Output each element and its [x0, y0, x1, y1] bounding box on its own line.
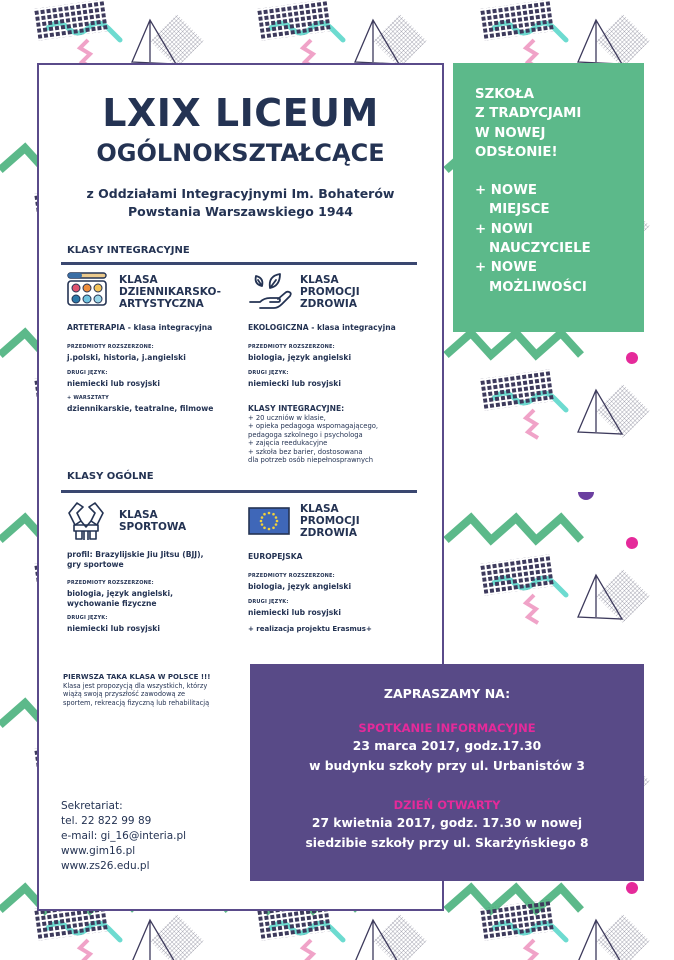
class-name-line: KLASA — [300, 274, 339, 286]
contact-email[interactable]: e-mail: gi_16@interia.pl — [61, 830, 187, 842]
extended-subjects-label: PRZEDMIOTY ROZSZERZONE: — [67, 344, 154, 350]
school-title: LXIX LICEUM — [102, 91, 379, 135]
new-point-line: + NOWE — [475, 260, 537, 276]
new-point-line: MIEJSCE — [489, 202, 550, 218]
class-details-dziennikarsko — [67, 323, 247, 414]
extended-subjects-label: PRZEDMIOTY ROZSZERZONE: — [248, 573, 335, 579]
workshops-value: dziennikarskie, teatralne, filmowe — [67, 404, 214, 413]
class-name — [119, 509, 186, 533]
class-name — [119, 274, 221, 310]
extended-subjects-label: PRZEDMIOTY ROZSZERZONE: — [248, 344, 335, 350]
section-label-ogolne: KLASY OGÓLNE — [67, 471, 154, 482]
first-class-note-header: PIERWSZA TAKA KLASA W POLSCE !!! — [63, 673, 211, 681]
class-details-sportowa — [67, 550, 247, 634]
event-title: SPOTKANIE INFORMACYJNE — [358, 721, 536, 735]
extended-subjects-label: PRZEDMIOTY ROZSZERZONE: — [67, 580, 154, 586]
new-point-line: + NOWE — [475, 183, 537, 199]
class-name-line: PROMOCJI — [300, 286, 360, 298]
tagline-line: Z TRADYCJAMI — [475, 106, 582, 122]
class-profile: ARTETERAPIA - klasa integracyjna — [67, 323, 213, 332]
class-card-dziennikarsko — [67, 272, 242, 312]
extended-subjects-value: j.polski, historia, j.angielski — [67, 353, 186, 362]
class-name-line: PROMOCJI — [300, 515, 360, 527]
class-card-sportowa — [67, 501, 242, 541]
second-language-label: DRUGI JĘZYK: — [248, 598, 289, 605]
second-language-value: niemiecki lub rosyjski — [248, 607, 341, 617]
school-subtitle-type: OGÓLNOKSZTAŁCĄCE — [96, 139, 385, 167]
integration-info-line: dla potrzeb osób niepełnosprawnych — [248, 456, 374, 464]
contact-info — [61, 799, 186, 874]
tagline-line: ODSŁONIE! — [475, 144, 558, 160]
tagline-line: SZKOŁA — [475, 87, 535, 102]
class-name-line: ZDROWIA — [300, 298, 357, 310]
paint-palette-icon — [67, 272, 107, 306]
event-date: 23 marca 2017, godz.17.30 — [352, 739, 542, 753]
contact-website-link[interactable]: www.zs26.edu.pl — [61, 860, 150, 872]
second-language-value: niemiecki lub rosyjski — [67, 624, 160, 633]
class-name-line: SPORTOWA — [119, 521, 187, 533]
class-card-promocji-zdrowia-eko — [248, 272, 423, 312]
patron-line-1: z Oddziałami Integracyjnymi Im. Bohaterów — [86, 186, 395, 201]
integration-info — [248, 405, 428, 465]
invitation-header: ZAPRASZAMY NA: — [383, 686, 511, 701]
integration-info-line: + opieka pedagoga wspomagającego, — [248, 422, 379, 430]
new-point — [475, 181, 644, 220]
eu-flag-icon — [248, 507, 290, 535]
section-label-integracyjne: KLASY INTEGRACYJNE — [67, 245, 190, 256]
extended-subjects-value: wychowanie fizyczne — [67, 598, 157, 608]
section-divider — [61, 262, 417, 265]
second-language-value: niemiecki lub rosyjski — [67, 378, 160, 388]
erasmus-note: + realizacja projektu Erasmus+ — [248, 625, 372, 633]
kimono-icon — [67, 501, 105, 541]
class-details-eko — [248, 323, 428, 388]
second-language-label: DRUGI JĘZYK: — [248, 369, 289, 376]
integration-info-header: KLASY INTEGRACYJNE: — [248, 404, 345, 413]
new-point — [475, 258, 644, 297]
extended-subjects-value: biologia, język angielski — [248, 353, 352, 362]
tagline-line: W NOWEJ — [475, 125, 546, 141]
integration-info-line: + zajęcia reedukacyjne — [248, 439, 328, 447]
extended-subjects-value: biologia, język angielski — [248, 582, 352, 591]
class-profile: EUROPEJSKA — [248, 552, 303, 561]
class-name-line: KLASA — [300, 503, 339, 515]
class-name — [300, 503, 360, 539]
contact-website-link[interactable]: www.gim16.pl — [61, 845, 136, 857]
first-class-note — [63, 673, 263, 707]
class-name — [300, 274, 360, 310]
workshops-label: + WARSZTATY — [67, 395, 109, 401]
first-class-note-line: Klasa jest propozycją dla wszystkich, którzy — [63, 681, 208, 690]
new-point — [475, 220, 644, 259]
tagline-box — [453, 63, 644, 332]
event-location: w budynku szkoły przy ul. Urbanistów 3 — [309, 759, 585, 773]
class-name-line: KLASA — [119, 509, 158, 521]
event-title: DZIEŃ OTWARTY — [393, 798, 501, 812]
first-class-note-line: sportem, rekreacją fizyczną lub rehabilitacją — [63, 698, 210, 707]
class-profile: gry sportowe — [67, 560, 124, 569]
integration-info-line: pedagoga szkolnego i psychologa — [248, 430, 363, 439]
second-language-value: niemiecki lub rosyjski — [248, 378, 341, 388]
new-point-line: MOŻLIWOŚCI — [489, 279, 587, 295]
contact-label: Sekretariat: — [61, 800, 123, 812]
section-divider — [61, 490, 417, 493]
contact-phone[interactable]: tel. 22 822 99 89 — [61, 815, 152, 827]
integration-info-line: + 20 uczniów w klasie, — [248, 413, 326, 422]
invitation-box — [250, 664, 644, 881]
event-date: 27 kwietnia 2017, godz. 17.30 w nowej — [311, 816, 583, 830]
patron-line-2: Powstania Warszawskiego 1944 — [128, 204, 353, 219]
class-card-europejska — [248, 501, 423, 541]
new-point-line: + NOWI — [475, 221, 533, 237]
integration-info-line: + szkoła bez barier, dostosowana — [248, 447, 363, 456]
class-profile: profil: Brazylijskie Jiu Jitsu (BJJ), — [67, 550, 204, 559]
class-details-europejska — [248, 552, 428, 635]
event-location: siedzibie szkoły przy ul. Skarżyńskiego 8 — [305, 836, 589, 850]
class-name-line: ARTYSTYCZNA — [119, 298, 204, 310]
new-point-line: NAUCZYCIELE — [489, 241, 591, 257]
class-name-line: DZIENNIKARSKO- — [119, 286, 221, 298]
school-patron — [39, 185, 442, 221]
second-language-label: DRUGI JĘZYK: — [67, 615, 108, 621]
second-language-label: DRUGI JĘZYK: — [67, 369, 108, 376]
first-class-note-line: wiążą swoją przyszłość zawodową ze — [63, 690, 186, 698]
class-name-line: ZDROWIA — [300, 527, 357, 539]
class-profile: EKOLOGICZNA - klasa integracyjna — [248, 323, 396, 332]
class-name-line: KLASA — [119, 274, 158, 286]
hand-leaves-icon — [248, 272, 292, 310]
extended-subjects-value: biologia, język angielski, — [67, 589, 173, 598]
